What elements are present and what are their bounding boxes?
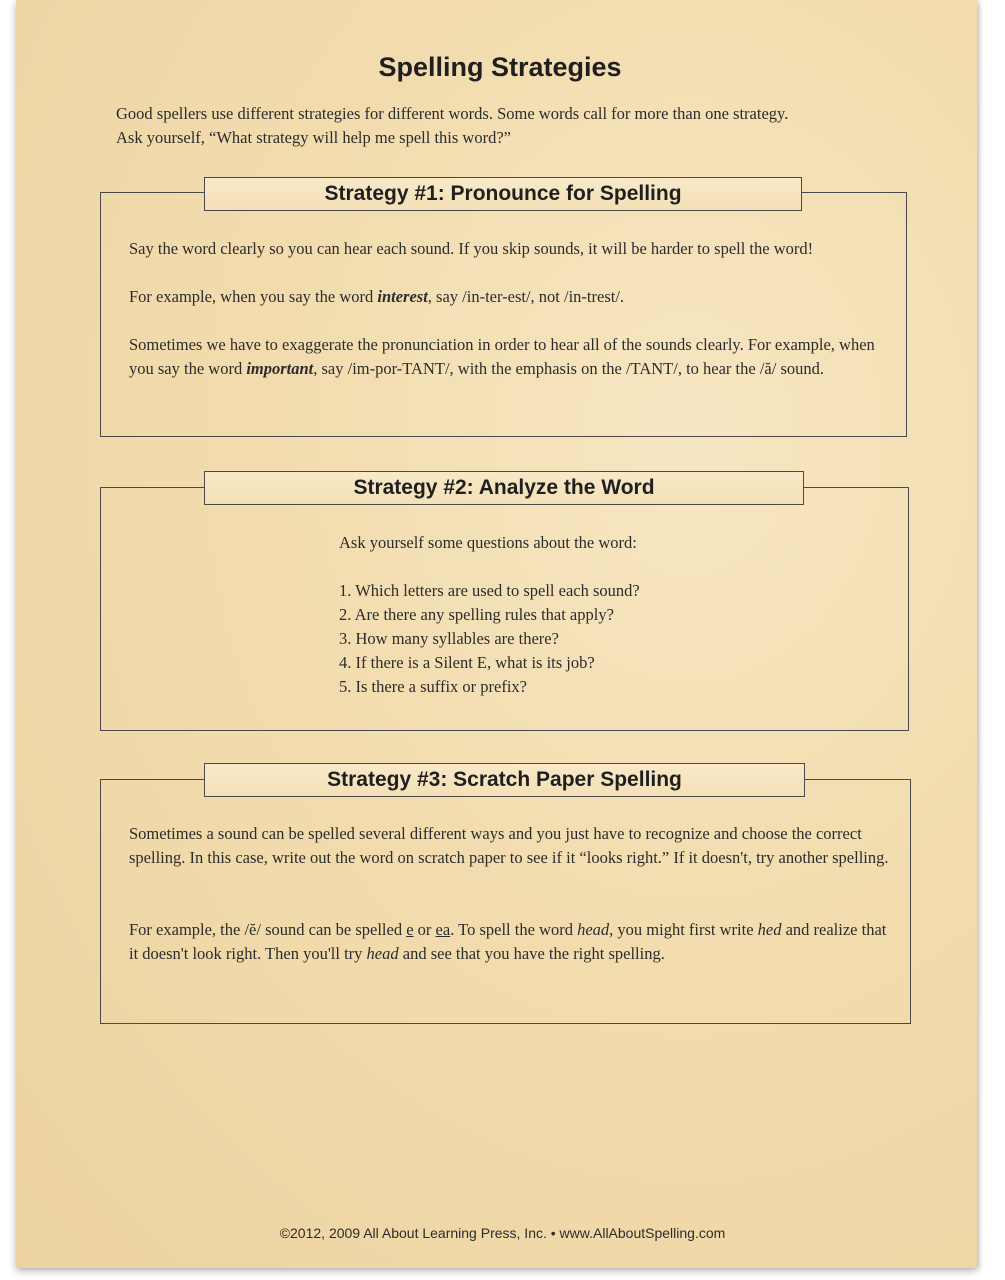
strategy-1-p2-text: For example, when you say the word [129, 287, 378, 306]
strategy-2-content [339, 531, 759, 699]
list-item: 5. Is there a suffix or prefix? [339, 677, 528, 696]
strategy-3-heading: Strategy #3: Scratch Paper Spelling [204, 763, 805, 797]
spelling-option-e: e [406, 920, 414, 939]
example-word-head: head [577, 920, 610, 939]
worksheet-page [16, 0, 977, 1268]
strategy-3-p2-or: or [413, 920, 436, 939]
intro-line-2: Ask yourself, “What strategy will help me spell this word?” [116, 128, 511, 147]
strategy-3-p2-text-b: . To spell the word [450, 920, 578, 939]
spelling-option-ea: ea [435, 920, 451, 939]
strategy-1-paragraph-2 [129, 285, 889, 309]
strategy-1-p3-text: Sometimes we have to exaggerate the pronunciation in order to hear all of the sounds clearly. For example, when you say the word [129, 335, 875, 378]
page-title: Spelling Strategies [378, 52, 622, 82]
strategy-3-p2-text-c: , you might first write [609, 920, 758, 939]
example-word-hed: hed [757, 920, 782, 939]
question-list [339, 579, 759, 699]
list-item: 1. Which letters are used to spell each sound? [339, 581, 640, 600]
example-word-head-correct: head [366, 944, 399, 963]
copyright-footer: ©2012, 2009 All About Learning Press, Inc. • www.AllAboutSpelling.com [279, 1225, 726, 1241]
strategy-1-box [100, 192, 907, 437]
strategy-3-p2-text: For example, the /ĕ/ sound can be spelled [129, 920, 407, 939]
strategy-1-p3-text-end: , say /im-por-TANT/, with the emphasis on the /TANT/, to hear the /ă/ sound. [313, 359, 824, 378]
strategy-3-paragraph-1: Sometimes a sound can be spelled several different ways and you just have to recognize and choose the correct spelling. In this case, write out the word on scratch paper to see if it “looks right.” If it doesn't, try another spelling. [129, 824, 889, 867]
strategy-1-paragraph-1: Say the word clearly so you can hear each sound. If you skip sounds, it will be harder to spell the word! [129, 239, 814, 258]
strategy-2-heading: Strategy #2: Analyze the Word [204, 471, 804, 505]
strategy-1-paragraph-3 [129, 333, 889, 381]
intro-text [116, 102, 916, 150]
strategy-2-lead: Ask yourself some questions about the word: [339, 533, 637, 552]
strategy-3-paragraph-2 [129, 918, 889, 966]
strategy-3-p2-text-d: and realize that it doesn't look right. Then you'll try [129, 920, 887, 963]
strategy-1-example-word: interest [377, 287, 428, 306]
strategy-1-p2-text-end: , say /in-ter-est/, not /in-trest/. [427, 287, 625, 306]
strategy-3-box [100, 779, 911, 1024]
intro-line-1: Good spellers use different strategies for different words. Some words call for more than one strategy. [116, 104, 789, 123]
strategy-3-p2-text-e: and see that you have the right spelling. [398, 944, 665, 963]
list-item: 3. How many syllables are there? [339, 629, 559, 648]
list-item: 2. Are there any spelling rules that apply? [339, 605, 614, 624]
list-item: 4. If there is a Silent E, what is its job? [339, 653, 595, 672]
strategy-1-emphasis-word: important [246, 359, 314, 378]
strategy-1-heading: Strategy #1: Pronounce for Spelling [204, 177, 802, 211]
